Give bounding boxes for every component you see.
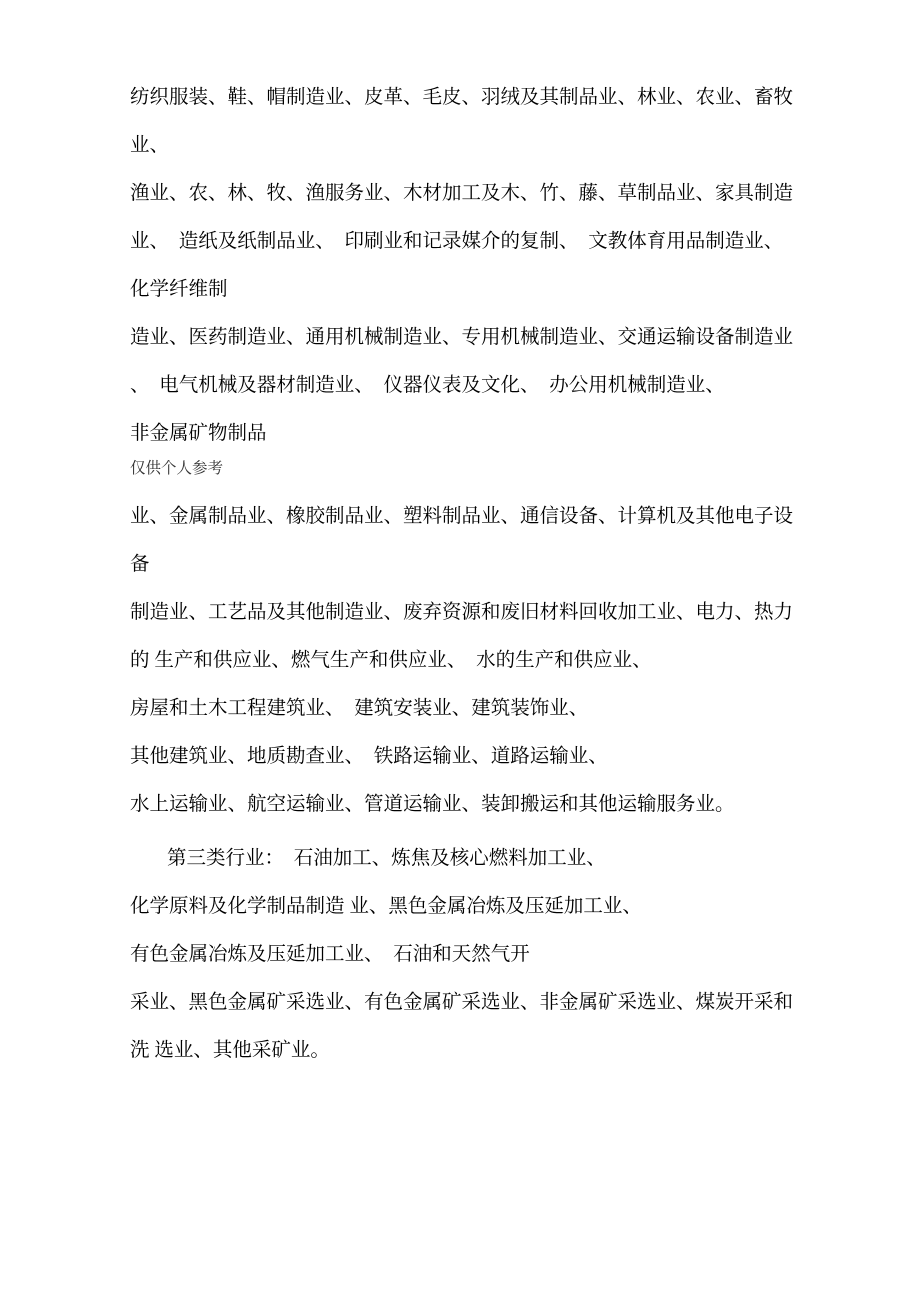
text-line: 备 xyxy=(130,554,150,575)
text-line: 采业、黑色金属矿采选业、有色金属矿采选业、非金属矿采选业、煤炭开采和 xyxy=(130,992,794,1013)
document-text xyxy=(130,74,810,1075)
text-line: 制造业、工艺品及其他制造业、废弃资源和废旧材料回收加工业、电力、热力 xyxy=(130,602,794,623)
text-line: 有色金属冶炼及压延加工业、 石油和天然气开 xyxy=(130,944,530,965)
text-line: 业、 xyxy=(130,135,170,156)
personal-reference-note: 仅供个人参考 xyxy=(130,460,224,477)
text-line: 化学纤维制 xyxy=(130,279,228,300)
text-line: 化学原料及化学制品制造 业、黑色金属冶炼及压延加工业、 xyxy=(130,896,642,917)
text-line: 造业、医药制造业、通用机械制造业、专用机械制造业、交通运输设备制造业 xyxy=(130,327,794,348)
text-line: 非金属矿物制品 xyxy=(130,423,267,444)
text-line: 业、金属制品业、橡胶制品业、塑料制品业、通信设备、计算机及其他电子设 xyxy=(130,506,794,527)
text-line: 纺织服装、鞋、帽制造业、皮革、毛皮、羽绒及其制品业、林业、农业、畜牧 xyxy=(130,87,794,108)
text-line: 其他建筑业、地质勘查业、 铁路运输业、道路运输业、 xyxy=(130,746,608,767)
text-line: 渔业、农、林、牧、渔服务业、木材加工及木、竹、藤、草制品业、家具制造 xyxy=(130,183,794,204)
text-line: 的 生产和供应业、燃气生产和供应业、 水的生产和供应业、 xyxy=(130,650,652,671)
text-line: 、 电气机械及器材制造业、 仪器仪表及文化、 办公用机械制造业、 xyxy=(130,375,725,396)
text-line: 业、 造纸及纸制品业、 印刷业和记录媒介的复制、 文教体育用品制造业、 xyxy=(130,231,784,252)
text-line: 第三类行业： 石油加工、炼焦及核心燃料加工业、 xyxy=(167,848,606,869)
text-line: 水上运输业、航空运输业、管道运输业、装卸搬运和其他运输服务业。 xyxy=(130,794,735,815)
text-line: 洗 选业、其他采矿业。 xyxy=(130,1040,330,1061)
text-line: 房屋和土木工程建筑业、 建筑安装业、建筑装饰业、 xyxy=(130,698,589,719)
